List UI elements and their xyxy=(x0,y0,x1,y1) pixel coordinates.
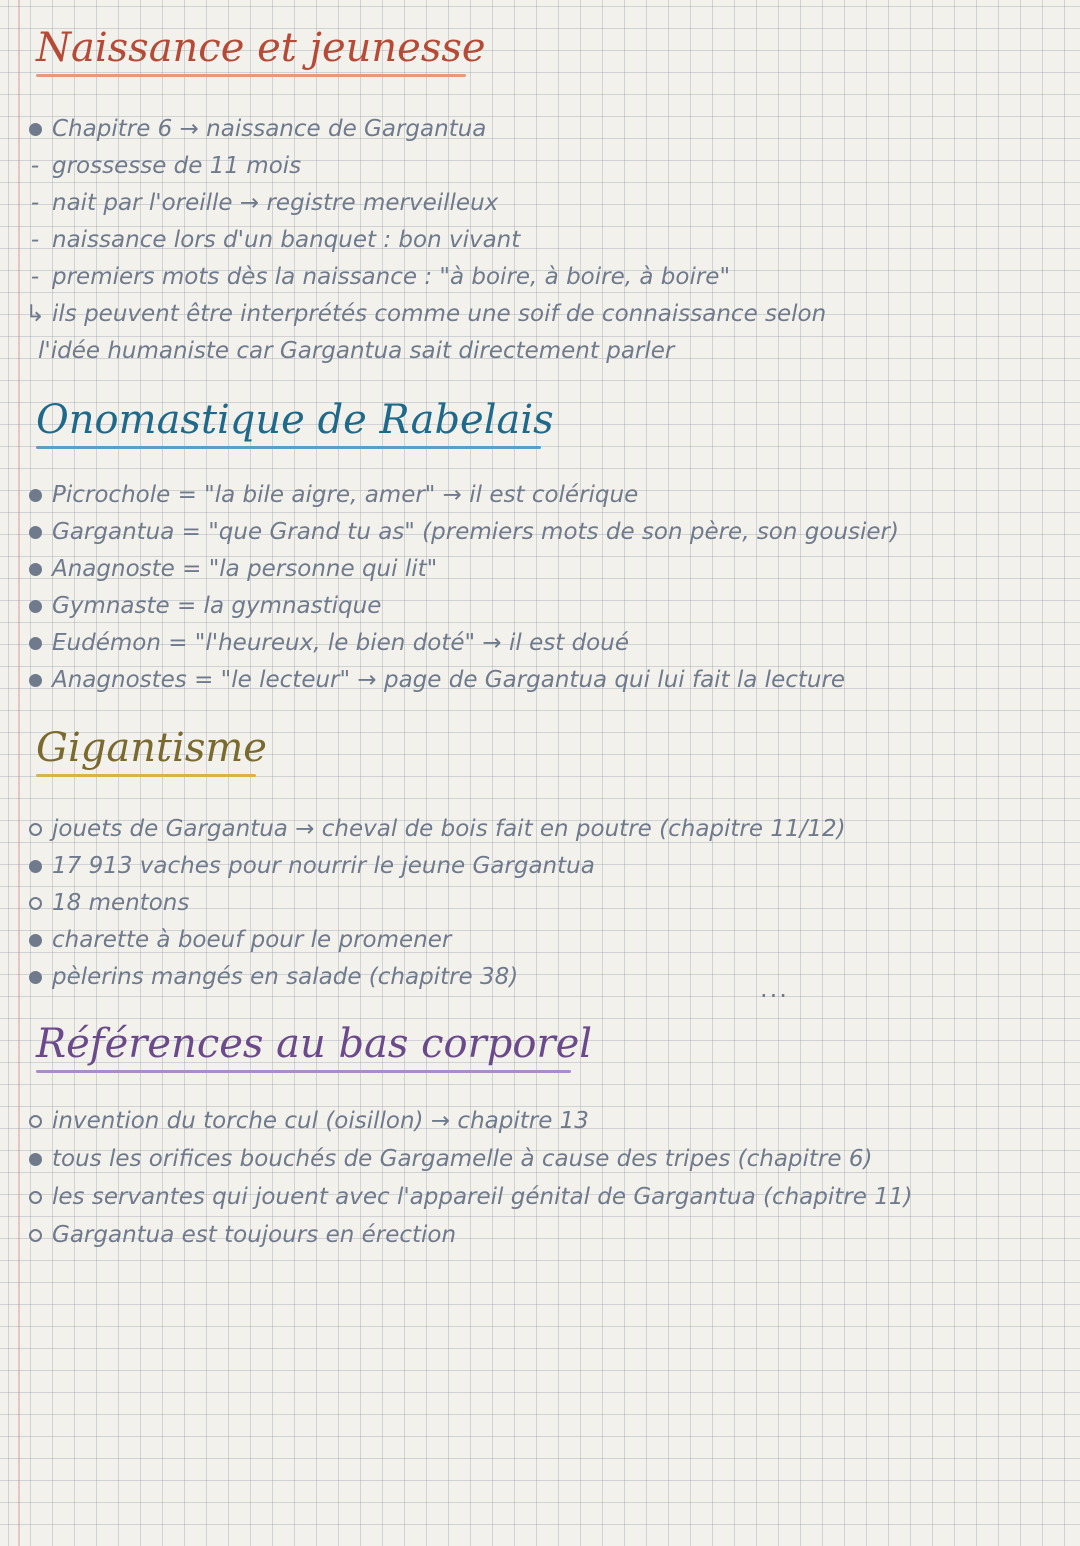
bullet xyxy=(24,558,46,581)
list-item: ↳ ils peuvent être interprétés comme une soif de connaissance selon xyxy=(25,301,827,327)
section-title-text: Gigantisme xyxy=(36,725,267,771)
title-underline xyxy=(36,774,256,777)
list-item: invention du torche cul (oisillon) → chapitre 13 xyxy=(24,1110,589,1133)
list-item: - naissance lors d'un banquet : bon vivant xyxy=(24,229,520,252)
margin-line xyxy=(18,0,20,1546)
title-underline xyxy=(36,446,541,449)
section-title-references xyxy=(36,1021,593,1073)
list-item: Gymnaste = la gymnastique xyxy=(24,595,381,618)
bullet xyxy=(24,1148,46,1171)
list-item: Picrochole = "la bile aigre, amer" → il est colérique xyxy=(24,484,638,507)
bullet xyxy=(24,966,46,989)
list-item: l'idée humaniste car Gargantua sait directement parler xyxy=(38,338,675,364)
bullet xyxy=(24,521,46,544)
bullet xyxy=(24,1110,46,1133)
ellipsis: ... xyxy=(760,975,789,1003)
section-title-text: Naissance et jeunesse xyxy=(36,25,486,71)
section-title-onomastique xyxy=(36,397,554,449)
section-title-text: Onomastique de Rabelais xyxy=(36,397,554,443)
section-title-gigantisme xyxy=(36,725,267,777)
bullet xyxy=(24,855,46,878)
bullet xyxy=(24,1186,46,1209)
list-item: Anagnostes = "le lecteur" → page de Gargantua qui lui fait la lecture xyxy=(24,669,845,692)
bullet: - xyxy=(30,264,40,290)
list-item: jouets de Gargantua → cheval de bois fait en poutre (chapitre 11/12) xyxy=(24,818,846,841)
section-title-naissance xyxy=(36,25,486,77)
bullet xyxy=(24,1224,46,1247)
bullet xyxy=(24,892,46,915)
bullet xyxy=(24,929,46,952)
title-underline xyxy=(36,74,466,77)
bullet xyxy=(24,118,46,141)
list-item: les servantes qui jouent avec l'appareil génital de Gargantua (chapitre 11) xyxy=(24,1186,912,1209)
bullet: - xyxy=(30,227,40,253)
list-item: charette à boeuf pour le promener xyxy=(24,929,451,952)
bullet xyxy=(24,818,46,841)
arrow-icon: ↳ xyxy=(25,301,45,327)
list-item: Gargantua = "que Grand tu as" (premiers mots de son père, son gousier) xyxy=(24,521,899,544)
list-item: 17 913 vaches pour nourrir le jeune Gargantua xyxy=(24,855,595,878)
section-title-text: Références au bas corporel xyxy=(36,1021,593,1067)
list-item: Gargantua est toujours en érection xyxy=(24,1224,456,1247)
list-item: Chapitre 6 → naissance de Gargantua xyxy=(24,118,486,141)
bullet xyxy=(24,484,46,507)
bullet: - xyxy=(30,190,40,216)
bullet: - xyxy=(30,153,40,179)
title-underline xyxy=(36,1070,571,1073)
bullet xyxy=(24,669,46,692)
list-item: - grossesse de 11 mois xyxy=(24,155,301,178)
bullet xyxy=(24,632,46,655)
list-item: - nait par l'oreille → registre merveilleux xyxy=(24,192,498,215)
list-item: - premiers mots dès la naissance : "à boire, à boire, à boire" xyxy=(24,266,730,289)
bullet xyxy=(24,595,46,618)
list-item: Anagnoste = "la personne qui lit" xyxy=(24,558,437,581)
list-item: pèlerins mangés en salade (chapitre 38) xyxy=(24,966,518,989)
list-item: tous les orifices bouchés de Gargamelle à cause des tripes (chapitre 6) xyxy=(24,1148,872,1171)
list-item: Eudémon = "l'heureux, le bien doté" → il est doué xyxy=(24,632,629,655)
list-item: 18 mentons xyxy=(24,892,189,915)
